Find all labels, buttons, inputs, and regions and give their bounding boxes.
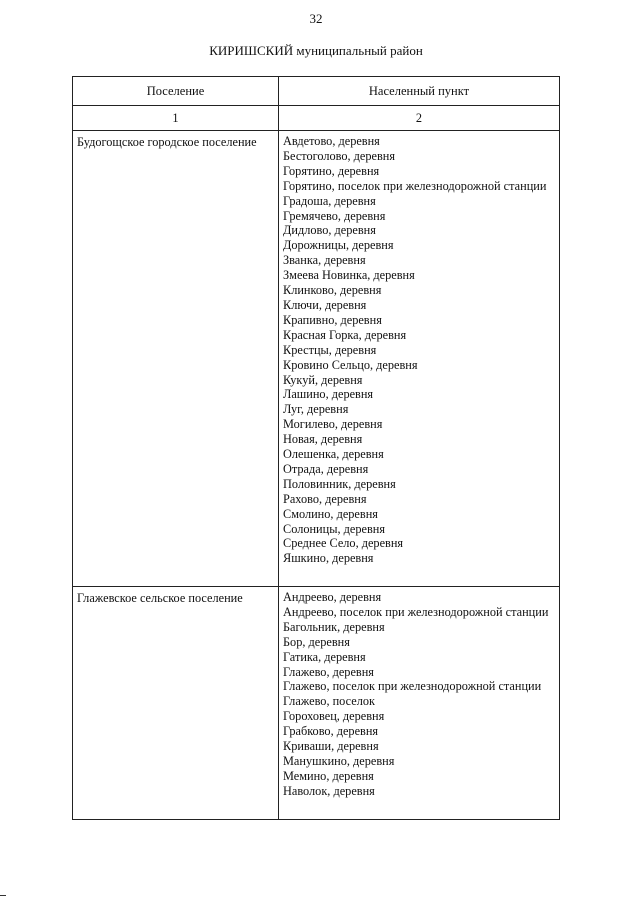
locality-item: Могилево, деревня — [283, 417, 383, 432]
settlement-name: Будогощское городское поселение — [73, 131, 279, 587]
locality-item: Званка, деревня — [283, 253, 366, 268]
column-number-row — [73, 106, 560, 131]
locality-item: Луг, деревня — [283, 402, 349, 417]
page-number: 32 — [309, 11, 323, 26]
localities-cell — [279, 587, 560, 820]
locality-item: Змеева Новинка, деревня — [283, 268, 415, 283]
locality-item: Глажево, деревня — [283, 664, 374, 679]
locality-item: Багольник, деревня — [283, 619, 385, 634]
locality-item: Лашино, деревня — [283, 387, 374, 402]
locality-item: Дорожницы, деревня — [283, 238, 394, 253]
settlement-name: Глажевское сельское поселение — [73, 587, 279, 820]
locality-item: Горятино, поселок при железнодорожной станции — [283, 178, 547, 193]
locality-item: Мемино, деревня — [283, 768, 374, 783]
locality-item: Дидлово, деревня — [283, 223, 376, 238]
page-title: КИРИШСКИЙ муниципальный район — [209, 43, 423, 58]
locality-item: Красная Горка, деревня — [283, 327, 407, 342]
locality-item: Андреево, поселок при железнодорожной станции — [283, 604, 549, 619]
locality-item: Криваши, деревня — [283, 739, 379, 754]
localities-cell — [279, 131, 560, 587]
locality-item: Олешенка, деревня — [283, 447, 384, 462]
locality-item: Половинник, деревня — [283, 476, 396, 491]
locality-item: Ключи, деревня — [283, 297, 367, 312]
locality-item: Клинково, деревня — [283, 283, 382, 298]
settlements-table — [72, 76, 560, 820]
locality-item: Новая, деревня — [283, 432, 363, 447]
locality-item: Гороховец, деревня — [283, 709, 385, 724]
locality-item: Кукуй, деревня — [283, 372, 363, 387]
column-header-locality: Населенный пункт — [279, 77, 560, 106]
locality-item: Рахово, деревня — [283, 491, 367, 506]
locality-item: Наволок, деревня — [283, 783, 375, 798]
column-header-settlement: Поселение — [73, 77, 279, 106]
locality-item: Кровино Сельцо, деревня — [283, 357, 418, 372]
locality-item: Крестцы, деревня — [283, 342, 377, 357]
locality-item: Бестоголово, деревня — [283, 148, 396, 163]
locality-item: Авдетово, деревня — [283, 134, 380, 148]
locality-item: Солоницы, деревня — [283, 521, 385, 536]
table-header-row — [73, 77, 560, 106]
locality-item: Андреево, деревня — [283, 590, 382, 604]
locality-item: Бор, деревня — [283, 634, 350, 649]
table-row — [73, 587, 560, 820]
locality-item: Гатика, деревня — [283, 649, 366, 664]
locality-item: Гремячево, деревня — [283, 208, 386, 223]
locality-item: Манушкино, деревня — [283, 753, 395, 768]
column-number-1: 1 — [73, 106, 279, 131]
scan-edge-mark — [0, 895, 6, 896]
column-number-2: 2 — [279, 106, 560, 131]
locality-item: Глажево, поселок — [283, 694, 375, 709]
locality-item: Яшкино, деревня — [283, 551, 374, 566]
locality-item: Смолино, деревня — [283, 506, 378, 521]
locality-item: Крапивно, деревня — [283, 312, 382, 327]
table-row — [73, 131, 560, 587]
locality-item: Отрада, деревня — [283, 461, 369, 476]
locality-item: Глажево, поселок при железнодорожной станции — [283, 679, 542, 694]
locality-item: Среднее Село, деревня — [283, 536, 404, 551]
locality-item: Горятино, деревня — [283, 163, 380, 178]
locality-item: Грабково, деревня — [283, 724, 379, 739]
locality-item: Градоша, деревня — [283, 193, 376, 208]
